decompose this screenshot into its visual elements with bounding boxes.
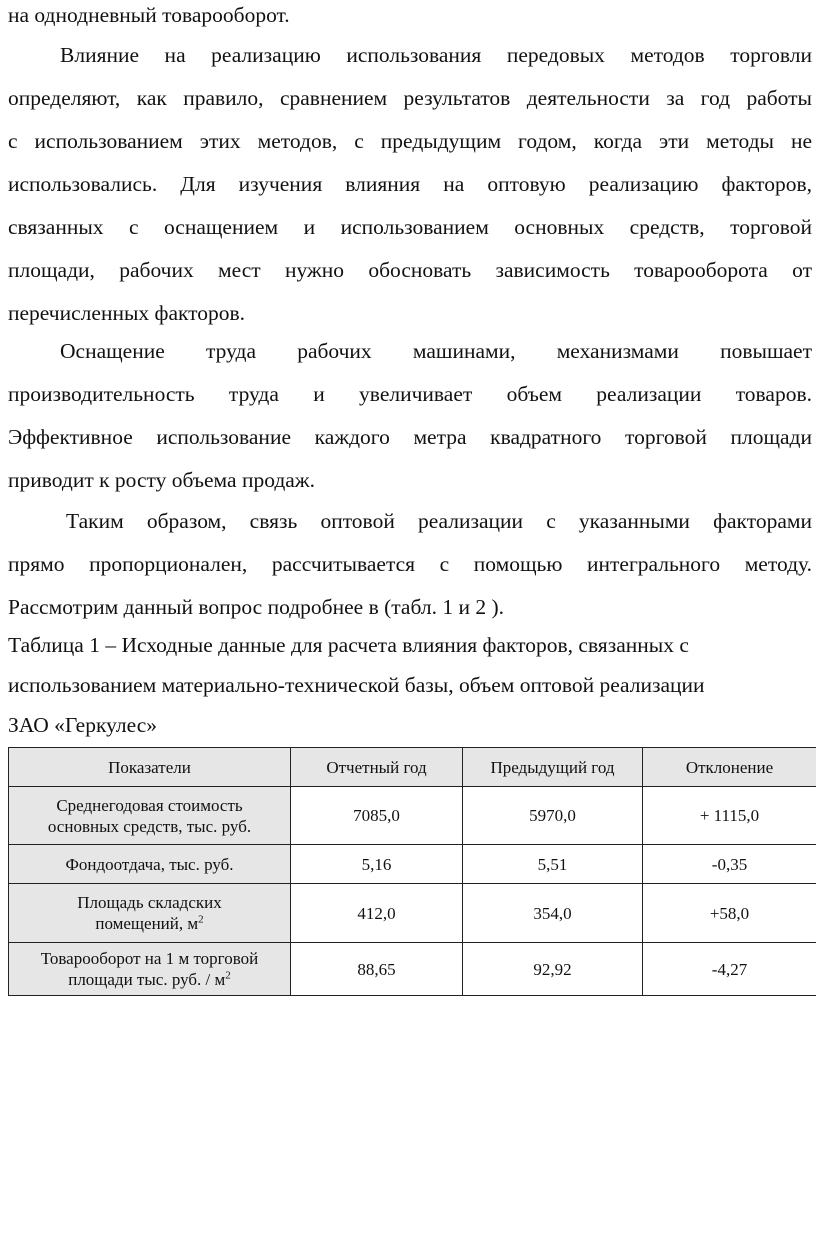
column-header: Отклонение: [643, 748, 816, 787]
table-caption-line: использованием материально-технической базы, объем оптовой реализации: [8, 673, 705, 697]
cell-previous: 354,0: [463, 884, 643, 943]
superscript: 2: [198, 913, 204, 926]
cell-previous: 5,51: [463, 845, 643, 884]
column-header: Показатели: [9, 748, 291, 787]
text-line: Оснащение труда рабочих машинами, механизмами повышает: [60, 339, 812, 363]
table-row: [9, 787, 816, 845]
text-line: прямо пропорционален, рассчитывается с помощью интегрального методу.: [8, 552, 812, 576]
text-line: с использованием этих методов, с предыдущим годом, когда эти методы не: [8, 129, 812, 153]
row-label-line: площади тыс. руб. / м: [68, 970, 226, 989]
text-line: приводит к росту объема продаж.: [8, 468, 316, 492]
row-label-line: Среднегодовая стоимость: [56, 795, 243, 815]
text-line: Таким образом, связь оптовой реализации с указанными факторами: [66, 509, 812, 533]
cell-current: 5,16: [291, 845, 463, 884]
row-label-line: помещений, м: [95, 914, 199, 933]
table-header-row: [9, 748, 816, 787]
row-label: [9, 884, 291, 943]
cell-deviation: + 1115,0: [643, 787, 816, 845]
data-table: [8, 747, 816, 996]
row-label-line: Товарооборот на 1 м торговой: [40, 949, 259, 968]
table-row: [9, 943, 816, 996]
cell-current: 7085,0: [291, 787, 463, 845]
cell-current: 412,0: [291, 884, 463, 943]
cell-deviation: +58,0: [643, 884, 816, 943]
text-line: на однодневный товарооборот.: [8, 3, 290, 27]
table-caption-line: ЗАО «Геркулес»: [8, 713, 158, 737]
cell-deviation: -4,27: [643, 943, 816, 996]
text-line: производительность труда и увеличивает объем реализации товаров.: [8, 382, 812, 406]
cell-current: 88,65: [291, 943, 463, 996]
cell-deviation: -0,35: [643, 845, 816, 884]
row-label: [9, 943, 291, 996]
table-row: [9, 884, 816, 943]
superscript: 2: [225, 969, 231, 982]
text-line: определяют, как правило, сравнением результатов деятельности за год работы: [8, 86, 812, 110]
text-line: Рассмотрим данный вопрос подробнее в (табл. 1 и 2 ).: [8, 595, 505, 619]
row-label-line: основных средств, тыс. руб.: [47, 816, 252, 836]
column-header: Отчетный год: [291, 748, 463, 787]
text-line: Эффективное использование каждого метра квадратного торговой площади: [8, 425, 812, 449]
table-row: [9, 845, 816, 884]
text-line: площади, рабочих мест нужно обосновать зависимость товарооборота от: [8, 258, 812, 282]
row-label: [9, 787, 291, 845]
cell-previous: 92,92: [463, 943, 643, 996]
row-label: Фондоотдача, тыс. руб.: [9, 845, 291, 884]
text-line: использовались. Для изучения влияния на оптовую реализацию факторов,: [8, 172, 812, 196]
text-line: Влияние на реализацию использования передовых методов торговли: [60, 43, 812, 67]
column-header: Предыдущий год: [463, 748, 643, 787]
text-line: связанных с оснащением и использованием основных средств, торговой: [8, 215, 812, 239]
table-caption-line: Таблица 1 – Исходные данные для расчета влияния факторов, связанных с: [8, 633, 689, 657]
cell-previous: 5970,0: [463, 787, 643, 845]
text-line: перечисленных факторов.: [8, 301, 246, 325]
row-label-line: Площадь складских: [77, 893, 222, 912]
